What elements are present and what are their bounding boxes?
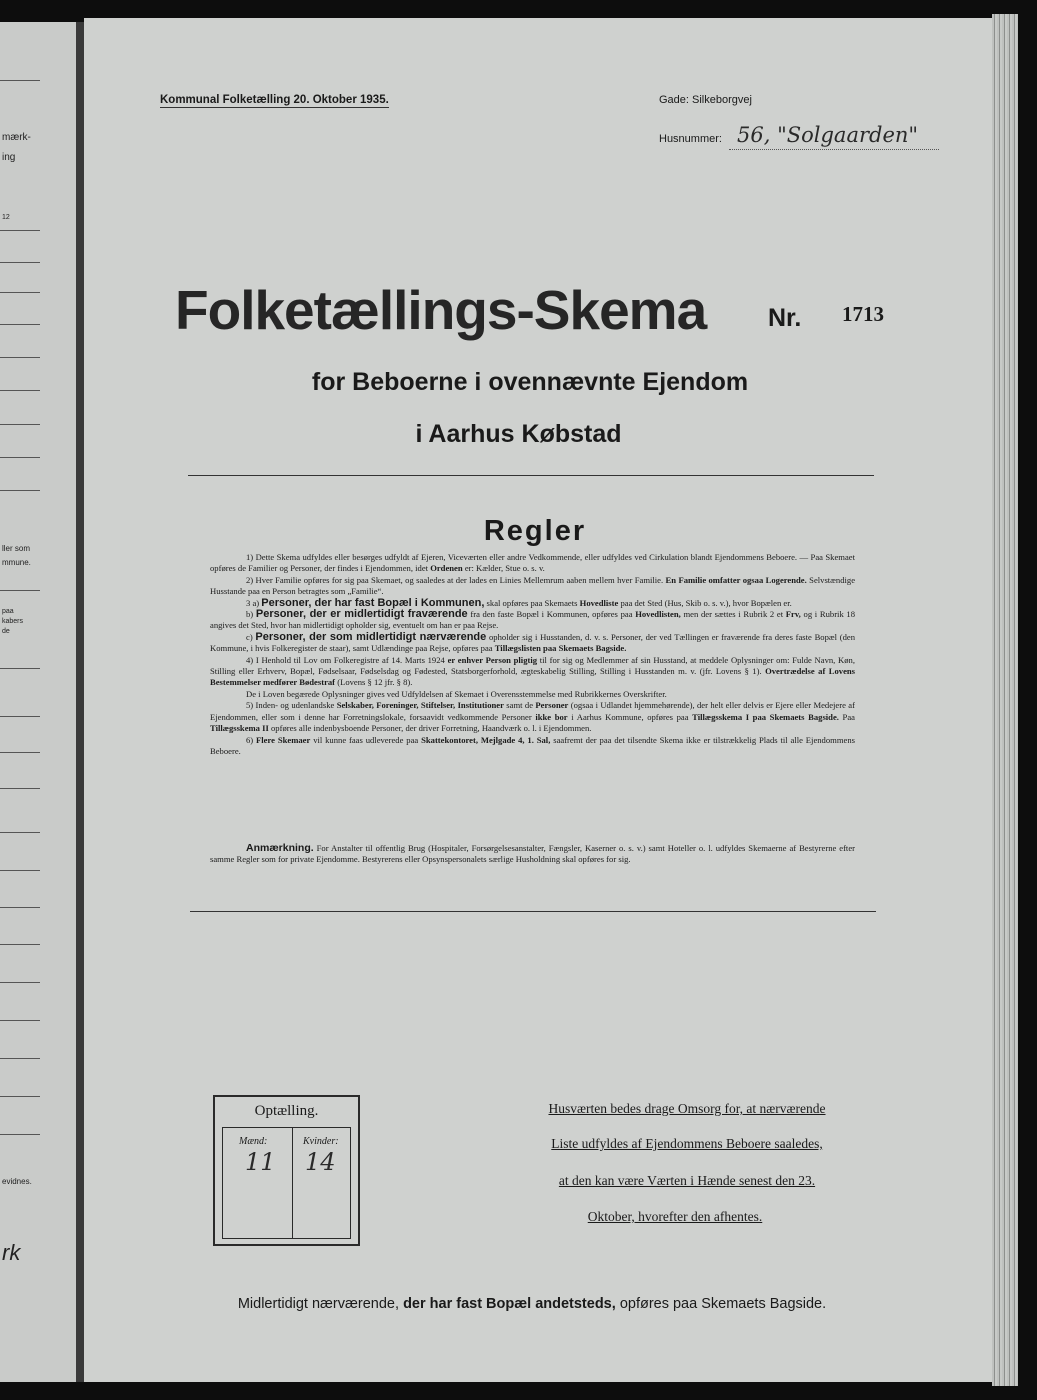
count-box-grid (222, 1127, 351, 1239)
divider (0, 490, 40, 491)
previous-page-text: 12 (2, 214, 10, 221)
divider (0, 982, 40, 983)
street-label: Gade: (659, 94, 689, 106)
rules-text (210, 552, 855, 757)
previous-page-text: ller som (2, 544, 31, 553)
divider (0, 324, 40, 325)
book-gutter (76, 22, 84, 1382)
divider (0, 230, 40, 231)
previous-page-text: evidnes. (2, 1177, 32, 1186)
owner-note-line: Oktober, hvorefter den afhentes. (587, 1209, 763, 1224)
divider (0, 292, 40, 293)
divider (292, 1128, 293, 1238)
rule-2: 2) Hver Familie opføres for sig paa Skemaet, og saaledes at der lades en Linies Mellemrum aaben mellem hver Familie. En Familie omfatter ogsaa Logerende. Selvstændige Husstande paa en Person betragtes som „Familie“. (210, 574, 856, 597)
remark-label: Anmærkning. (246, 842, 314, 854)
census-title: Kommunal Folketælling 20. Oktober 1935. (160, 94, 389, 106)
owner-note-line: Husværten bedes drage Omsorg for, at nærværende (548, 1101, 826, 1116)
form-subtitle: for Beboerne i ovennævnte Ejendom (311, 368, 749, 396)
men-label: Mænd: (239, 1136, 268, 1147)
previous-page-text: mmune. (2, 558, 31, 567)
divider (0, 788, 40, 789)
men-count: 11 (245, 1148, 276, 1176)
divider (0, 870, 40, 871)
previous-page-text: de (2, 628, 10, 635)
divider (0, 1020, 40, 1021)
divider (0, 80, 40, 81)
rule-1: 1) Dette Skema udfyldes eller besørges udfyldt af Ejeren, Viceværten eller andre Vedkommende, eller udfyldes ved Cirkulation blandt Ejendommens Beboere. — Paa Skemaet opføres de Familier og Personer, der findes i Ejendommen, idet Ordenen er: Kælder, Stue o. s. v. (210, 552, 855, 574)
divider (0, 457, 40, 458)
previous-page-handwriting: rk (2, 1240, 21, 1265)
divider (0, 944, 40, 945)
divider (0, 716, 40, 717)
divider (188, 475, 874, 476)
divider (0, 590, 40, 591)
rule-4: 4) I Henhold til Lov om Folkeregistre af 14. Marts 1924 er enhver Person pligtig til for sig og Medlemmer af sin Husstand, at meddele Oplysninger om: Fulde Navn, Køn, Stilling eller Erhverv, Bopæl, Fødselsaar, Fødselsdag og Fødested, Statsborgerforhold, ægteskabelig Stilling, Stilling i Husstanden m. v. (jfr. Lovens § 1). Overtrædelse af Lovens Bestemmelser medfører Bødestraf (Lovens § 12 jfr. § 8). (210, 654, 856, 688)
divider (0, 1096, 40, 1097)
previous-page-text: ing (2, 152, 16, 163)
street-value: Silkeborgvej (692, 94, 752, 106)
divider (0, 1134, 40, 1135)
house-number-value: 56, "Solgaarden" (737, 123, 919, 147)
remark-text: For Anstalter til offentlig Brug (Hospitaler, Forsørgelsesanstalter, Fængsler, Kaserner o. s. v.) samt Hoteller o. l. udfyldes Skemaerne af Bestyrerne efter samme Regler som for private Ejendomme. Bestyrerens eller Opsynspersonalets særlige Husholdning skal opføres for sig. (210, 843, 855, 865)
rule-3b: b) Personer, der er midlertidigt fraværende fra den faste Bopæl i Kommunen, opføres paa Hovedlisten, men der sættes i Rubrik 2 et Frv, og i Rubrik 18 angives det Sted, hvor han midlertidigt opholder sig, eventuelt om han er paa Rejse. (210, 608, 856, 631)
divider (0, 357, 40, 358)
divider (0, 262, 40, 263)
house-number-label: Husnummer: (659, 133, 722, 145)
previous-page-text: mærk- (2, 132, 31, 143)
form-subtitle-city: i Aarhus Købstad (415, 420, 622, 448)
previous-page-text: paa (2, 608, 14, 615)
form-title: Folketællings-Skema (175, 279, 707, 341)
owner-note-line: Liste udfyldes af Ejendommens Beboere saaledes, (551, 1136, 823, 1151)
rule-5: 5) Inden- og udenlandske Selskaber, Foreninger, Stiftelser, Institutioner samt de Personer (ogsaa i Udlandet hjemmehørende), der helt eller delvis er Ejere eller Medejere af Ejendommen, eller som i denne har Forretningslokale, forsaavidt vedkommende Personer ikke bor i Aarhus Kommune, opføres paa Tillægsskema I paa Skemaets Bagside. Paa Tillægsskema II opføres alle indenbysboende Personer, der driver Forretning, Haandværk o. l. i Ejendommen. (210, 700, 855, 734)
rule-3c: c) Personer, der som midlertidigt nærværende opholder sig i Husstanden, d. v. s. Personer, der ved Tællingen er fraværende fra deres faste Bopæl (den Kommune, i hvis Folkeregister de staar), samt Udlændinge paa Rejse, opføres paa Tillægslisten paa Skemaets Bagside. (210, 630, 855, 654)
divider (0, 752, 40, 753)
form-number-value: 1713 (842, 302, 884, 326)
count-box-title: Optælling. (254, 1103, 319, 1119)
footer-note: Midlertidigt nærværende, der har fast Bopæl andetsteds, opføres paa Skemaets Bagside. (237, 1296, 827, 1312)
form-number-label: Nr. (768, 304, 802, 332)
women-count: 14 (305, 1148, 336, 1176)
divider (0, 832, 40, 833)
divider (190, 911, 876, 912)
divider (0, 668, 40, 669)
divider (0, 1058, 40, 1059)
rule-3a: 3 a) Personer, der har fast Bopæl i Kommunen, skal opføres paa Skemaets Hovedliste paa det Sted (Hus, Skib o. s. v.), hvor Bopælen er. (246, 596, 792, 609)
page-stack-edge (992, 14, 1018, 1386)
previous-page-text: kabers (2, 618, 24, 625)
rule-6: 6) Flere Skemaer vil kunne faas udleverede paa Skattekontoret, Mejlgade 4, 1. Sal, saafremt der paa det tilsendte Skema ikke er tilstrækkelig Plads til alle Ejendommens Beboere. (210, 734, 855, 756)
owner-note-line: at den kan være Værten i Hænde senest den 23. (558, 1173, 816, 1188)
rule-4b: De i Loven begærede Oplysninger gives ved Udfyldelsen af Skemaet i Overensstemmelse med Rubrikkernes Overskrifter. (246, 688, 667, 699)
women-label: Kvinder: (303, 1136, 339, 1147)
previous-page-edge (0, 22, 76, 1382)
rules-heading: Regler (483, 515, 587, 547)
divider (0, 907, 40, 908)
remark (210, 843, 855, 866)
street-field (659, 94, 752, 106)
count-box (213, 1095, 360, 1246)
